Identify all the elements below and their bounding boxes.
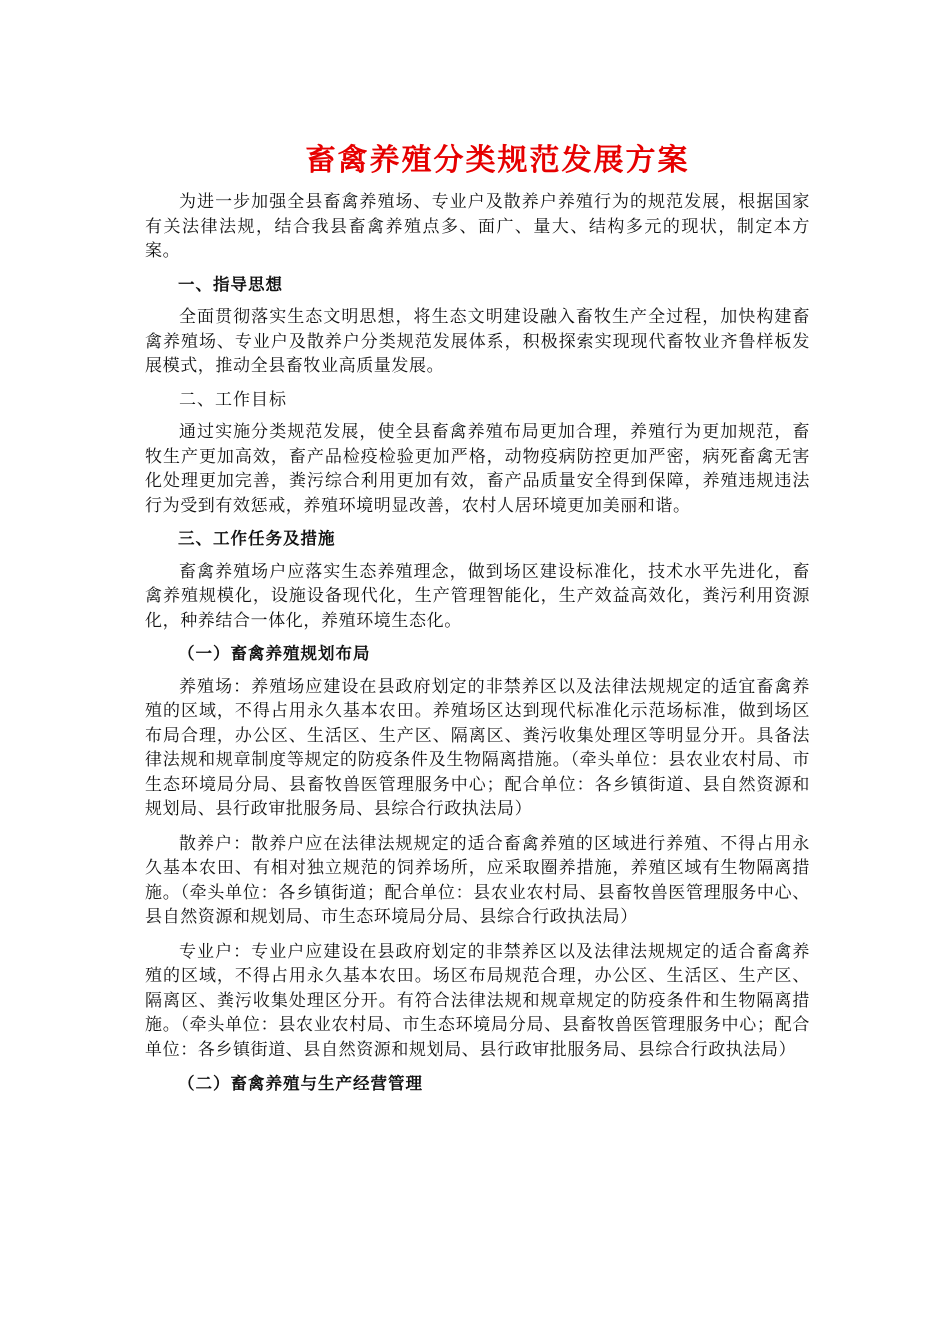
backyard-paragraph: 散养户：散养户应在法律法规规定的适合畜禽养殖的区域进行养殖、不得占用永久基本农田、有相对独立规范的饲养场所，应采取圈养措施，养殖区域有生物隔离措施。（牵头单位：各乡镇街道；配合单位：县农业农村局、县畜牧兽医管理服务中心、县自然资源和规划局、市生态环境局分局、县综合行政执法局） xyxy=(145,833,810,927)
document-title: 畜禽养殖分类规范发展方案 xyxy=(305,143,690,178)
farm-paragraph: 养殖场：养殖场应建设在县政府划定的非禁养区以及法律法规规定的适宜畜禽养殖的区域，不得占用永久基本农田。养殖场区达到现代标准化示范场标准，做到场区布局合理，办公区、生活区、生产区、隔离区、粪污收集处理区等明显分开。具备法律法规和规章制度等规定的防疫条件及生物隔离措施。（牵头单位：县农业农村局、市生态环境局分局、县畜牧兽医管理服务中心；配合单位：各乡镇街道、县自然资源和规划局、县行政审批服务局、县综合行政执法局） xyxy=(145,676,810,819)
section3-paragraph: 畜禽养殖场户应落实生态养殖理念，做到场区建设标准化，技术水平先进化，畜禽养殖规模化，设施设备现代化，生产管理智能化，生产效益高效化，粪污利用资源化，种养结合一体化，养殖环境生态化。 xyxy=(145,561,810,631)
subsection2-heading: （二）畜禽养殖与生产经营管理 xyxy=(178,1074,423,1093)
document-content xyxy=(145,140,810,1105)
section1-heading: 一、指导思想 xyxy=(178,274,283,294)
section2-heading: 二、工作目标 xyxy=(179,389,287,410)
section1-paragraph: 全面贯彻落实生态文明思想，将生态文明建设融入畜牧生产全过程，加快构建畜禽养殖场、专业户及散养户分类规范发展体系，积极探索实现现代畜牧业齐鲁样板发展模式，推动全县畜牧业高质量发展。 xyxy=(145,307,810,376)
section3-heading: 三、工作任务及措施 xyxy=(178,529,336,548)
intro-paragraph: 为进一步加强全县畜禽养殖场、专业户及散养户养殖行为的规范发展，根据国家有关法律法规，结合我县畜禽养殖点多、面广、量大、结构多元的现状，制定本方案。 xyxy=(145,192,810,261)
section2-paragraph: 通过实施分类规范发展，使全县畜禽养殖布局更加合理，养殖行为更加规范，畜牧生产更加高效，畜产品检疫检验更加严格，动物疫病防控更加严密，病死畜禽无害化处理更加完善，粪污综合利用更加有效，畜产品质量安全得到保障，养殖违规违法行为受到有效惩戒，养殖环境明显改善，农村人居环境更加美丽和谐。 xyxy=(145,422,810,516)
subsection1-heading: （一）畜禽养殖规划布局 xyxy=(178,644,371,663)
specialized-paragraph: 专业户：专业户应建设在县政府划定的非禁养区以及法律法规规定的适合畜禽养殖的区域，不得占用永久基本农田。场区布局规范合理，办公区、生活区、生产区、隔离区、粪污收集处理区分开。有符合法律法规和规章规定的防疫条件和生物隔离措施。（牵头单位：县农业农村局、市生态环境局分局、县畜牧兽医管理服务中心；配合单位：各乡镇街道、县自然资源和规划局、县行政审批服务局、县综合行政执法局） xyxy=(145,941,810,1060)
